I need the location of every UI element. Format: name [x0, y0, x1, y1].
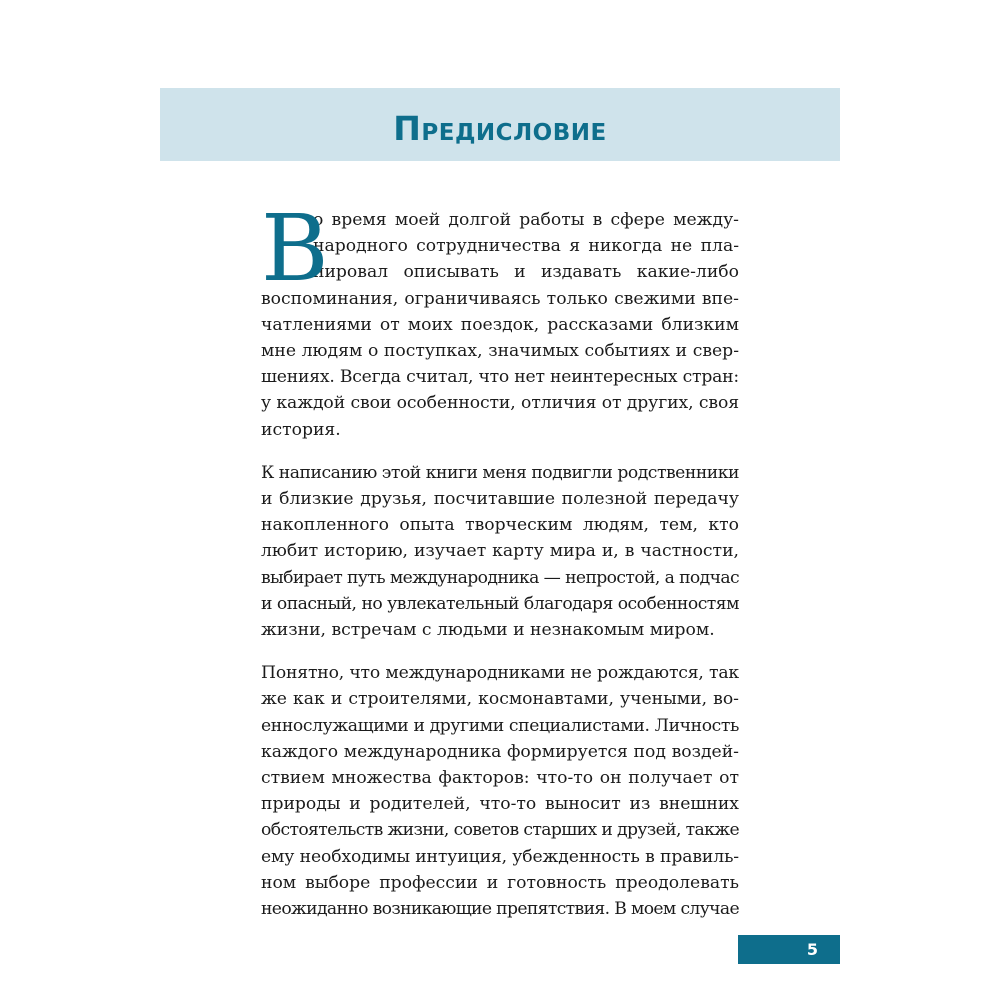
- text-line: неожиданно возникающие препятствия. В моем случае: [261, 899, 739, 920]
- text-line: история.: [261, 419, 341, 440]
- text-line: обстоятельств жизни, советов старших и друзей, также: [261, 820, 739, 841]
- text-line: у каждой свои особенности, отличия от других, своя: [261, 393, 739, 414]
- chapter-title: Предисловие: [393, 109, 607, 148]
- text-line: К написанию этой книги меня подвигли родственники: [261, 462, 739, 483]
- text-line: Понятно, что международниками не рождаются, так: [261, 663, 739, 684]
- text-line: воспоминания, ограничиваясь только свежими впе-: [261, 288, 739, 309]
- text-line: ствием множества факторов: что-то он получает от: [261, 768, 739, 789]
- page-number: 5: [806, 940, 818, 959]
- paragraph-1: [261, 195, 739, 443]
- text-line: о время моей долгой работы в сфере между-: [313, 210, 739, 230]
- text-line: чатлениями от моих поездок, рассказами близким: [261, 314, 739, 335]
- text-line: жизни, встречам с людьми и незнакомым миром.: [261, 620, 715, 641]
- title-band: [160, 88, 840, 161]
- article-body: [261, 195, 739, 939]
- text-line: накопленного опыта творческим людям, тем, кто: [261, 515, 739, 536]
- text-line: любит историю, изучает карту мира и, в частности,: [261, 541, 739, 562]
- text-line: шениях. Всегда считал, что нет неинтересных стран:: [261, 367, 739, 388]
- text-line: нировал описывать и издавать какие-либо: [313, 262, 739, 283]
- drop-cap: В: [261, 195, 329, 302]
- text-line: выбирает путь международника — непростой, а подчас: [261, 567, 739, 588]
- paragraph-3: [261, 660, 739, 922]
- paragraph-2: [261, 460, 739, 643]
- text-line: природы и родителей, что-то выносит из внешних: [261, 794, 739, 815]
- text-line: народного сотрудничества я никогда не пла-: [313, 236, 739, 257]
- text-line: и опасный, но увлекательный благодаря особенностям: [261, 593, 739, 614]
- text-line: ном выборе профессии и готовность преодолевать: [261, 872, 739, 893]
- text-line: мне людям о поступках, значимых событиях и свер-: [261, 341, 739, 362]
- text-line: каждого международника формируется под воздей-: [261, 741, 739, 762]
- text-line: же как и строителями, космонавтами, учеными, во-: [261, 689, 739, 710]
- text-line: и близкие друзья, посчитавшие полезной передачу: [261, 489, 739, 510]
- text-line: еннослужащими и другими специалистами. Личность: [261, 715, 739, 736]
- text-line: ему необходимы интуиция, убежденность в правиль-: [261, 846, 739, 867]
- page-number-badge: [738, 935, 840, 964]
